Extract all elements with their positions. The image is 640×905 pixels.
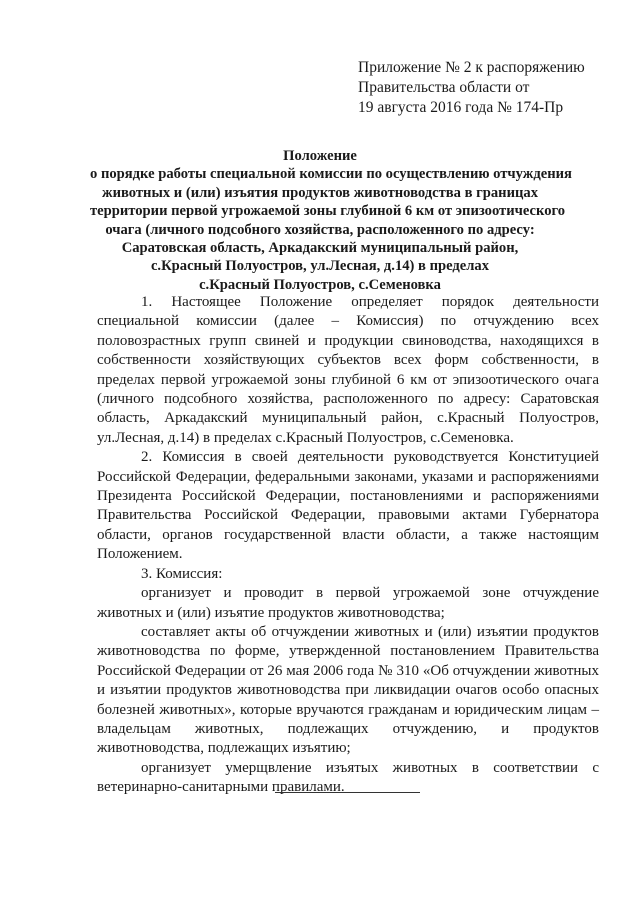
title-heading: Положение [283, 148, 357, 164]
document-title [90, 147, 572, 294]
paragraph-5: составляет акты об отчуждении животных и (или) изъятии продуктов животноводства по форме, утвержденной постановлением Правительства Российской Федерации от 26 мая 2006 года № 310 «Об отчуждении животных и изъятии продуктов животноводства при ликвидации очагов особо опасных болезней животных», которые вручаются гражданам и юридическим лицам – владельцам животных, подлежащих отчуждению, и продуктов животноводства, подлежащих изъятию; [97, 623, 599, 757]
title-line: территории первой угрожаемой зоны глубиной 6 км от эпизоотического [90, 203, 566, 220]
paragraph-4: организует и проводит в первой угрожаемой зоне отчуждение животных и (или) изъятие продуктов животноводства; [97, 585, 599, 621]
title-line: животных и (или) изъятия продуктов животноводства в границах [102, 184, 538, 201]
title-line: Саратовская область, Аркадакский муниципальный район, [121, 240, 519, 257]
paragraph-3: 3. Комиссия: [141, 565, 223, 582]
title-line: очага (личного подсобного хозяйства, расположенного по адресу: [105, 221, 535, 238]
title-line: о порядке работы специальной комиссии по осуществлению отчуждения [90, 166, 572, 183]
appendix-line-3: 19 августа 2016 года № 174-Пр [358, 99, 564, 116]
appendix-line-1: Приложение № 2 к распоряжению [358, 59, 585, 76]
appendix-line-2: Правительства области от [358, 79, 530, 96]
title-line: с.Красный Полуостров, с.Семеновка [199, 276, 441, 293]
closing-line [275, 792, 420, 793]
paragraph-6: организует умерщвление изъятых животных в соответствии с ветеринарно-санитарными правилами. [97, 759, 599, 796]
paragraph-1: 1. Настоящее Положение определяет порядок деятельности специальной комиссии (далее – Комиссия) по отчуждению всех половозрастных групп свиней и продукции свиноводства, находящихся в собственности хозяйствующих субъектов всех форм собственности, в пределах первой угрожаемой зоны глубиной 6 км от эпизоотического очага (личного подсобного хозяйства, расположенного по адресу: Саратовская область, Аркадакский муниципальный район, с.Красный Полуостров, ул.Лесная, д.14) в пределах с.Красный Полуостров, с.Семеновка. [97, 294, 599, 446]
title-line: с.Красный Полуостров, ул.Лесная, д.14) в пределах [150, 258, 490, 275]
document-body [97, 293, 599, 798]
paragraph-2: 2. Комиссия в своей деятельности руководствуется Конституцией Российской Федерации, федеральными законами, указами и распоряжениями Президента Российской Федерации, постановлениями и распоряжениями Правительства Российской Федерации, правовыми актами Губернатора области, органов государственной власти области, а также настоящим Положением. [97, 449, 599, 563]
appendix-reference [358, 58, 585, 118]
